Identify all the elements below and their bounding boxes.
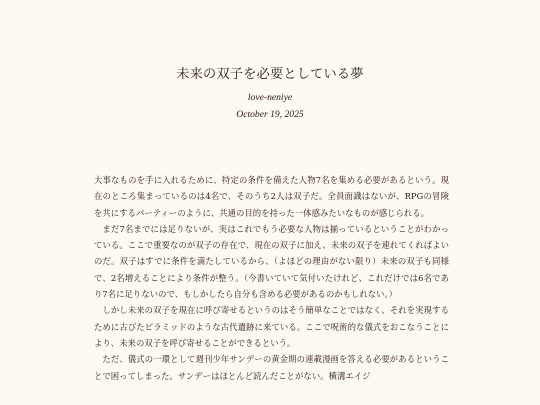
paragraph-2: まだ7名までには足りないが、実はこれでもう必要な人物は揃っているということがわかっている。ここで重要なのが双子の存在で、現在の双子に加え、未来の双子を連れてくればよいのだ。双子はすでに条件を満たしているから、（よほどの理由がない限り）未来の双子も同様で、2名増えることにより条件が整う。（今書いていて気付いたけれど、これだけでは6名であり7名に足りないので、もしかしたら自分も含める必要があるのかもしれない。） (94, 223, 449, 300)
paragraph-4: ただ、儀式の一環として週刊少年サンデーの黄金期の連載漫画を答える必要があるということで困ってしまった。サンデーはほとんど読んだことがない。横溝エイジ (94, 354, 449, 381)
document-date: October 19, 2025 (236, 109, 304, 120)
document-author: love-neniye (247, 92, 293, 103)
document-title: 未来の双子を必要としている夢 (176, 67, 364, 82)
document-body (94, 172, 449, 384)
paragraph-1: 大事なものを手に入れるために、特定の条件を備えた人物7名を集める必要があるという。現在のところ集まっているのは4名で、そのうち2人は双子だ。全員面識はないが、RPGの冒険を共にするパーティーのように、共通の目的を持った一体感みたいなものが感じられる。 (94, 175, 449, 218)
paragraph-3: しかし未来の双子を現在に呼び寄せるというのはそう簡単なことではなく、それを実現するために古びたピラミッドのような古代遺跡に来ている。ここで呪術的な儀式をおこなうことにより、未来の双子を呼び寄せることができるという。 (94, 305, 449, 348)
